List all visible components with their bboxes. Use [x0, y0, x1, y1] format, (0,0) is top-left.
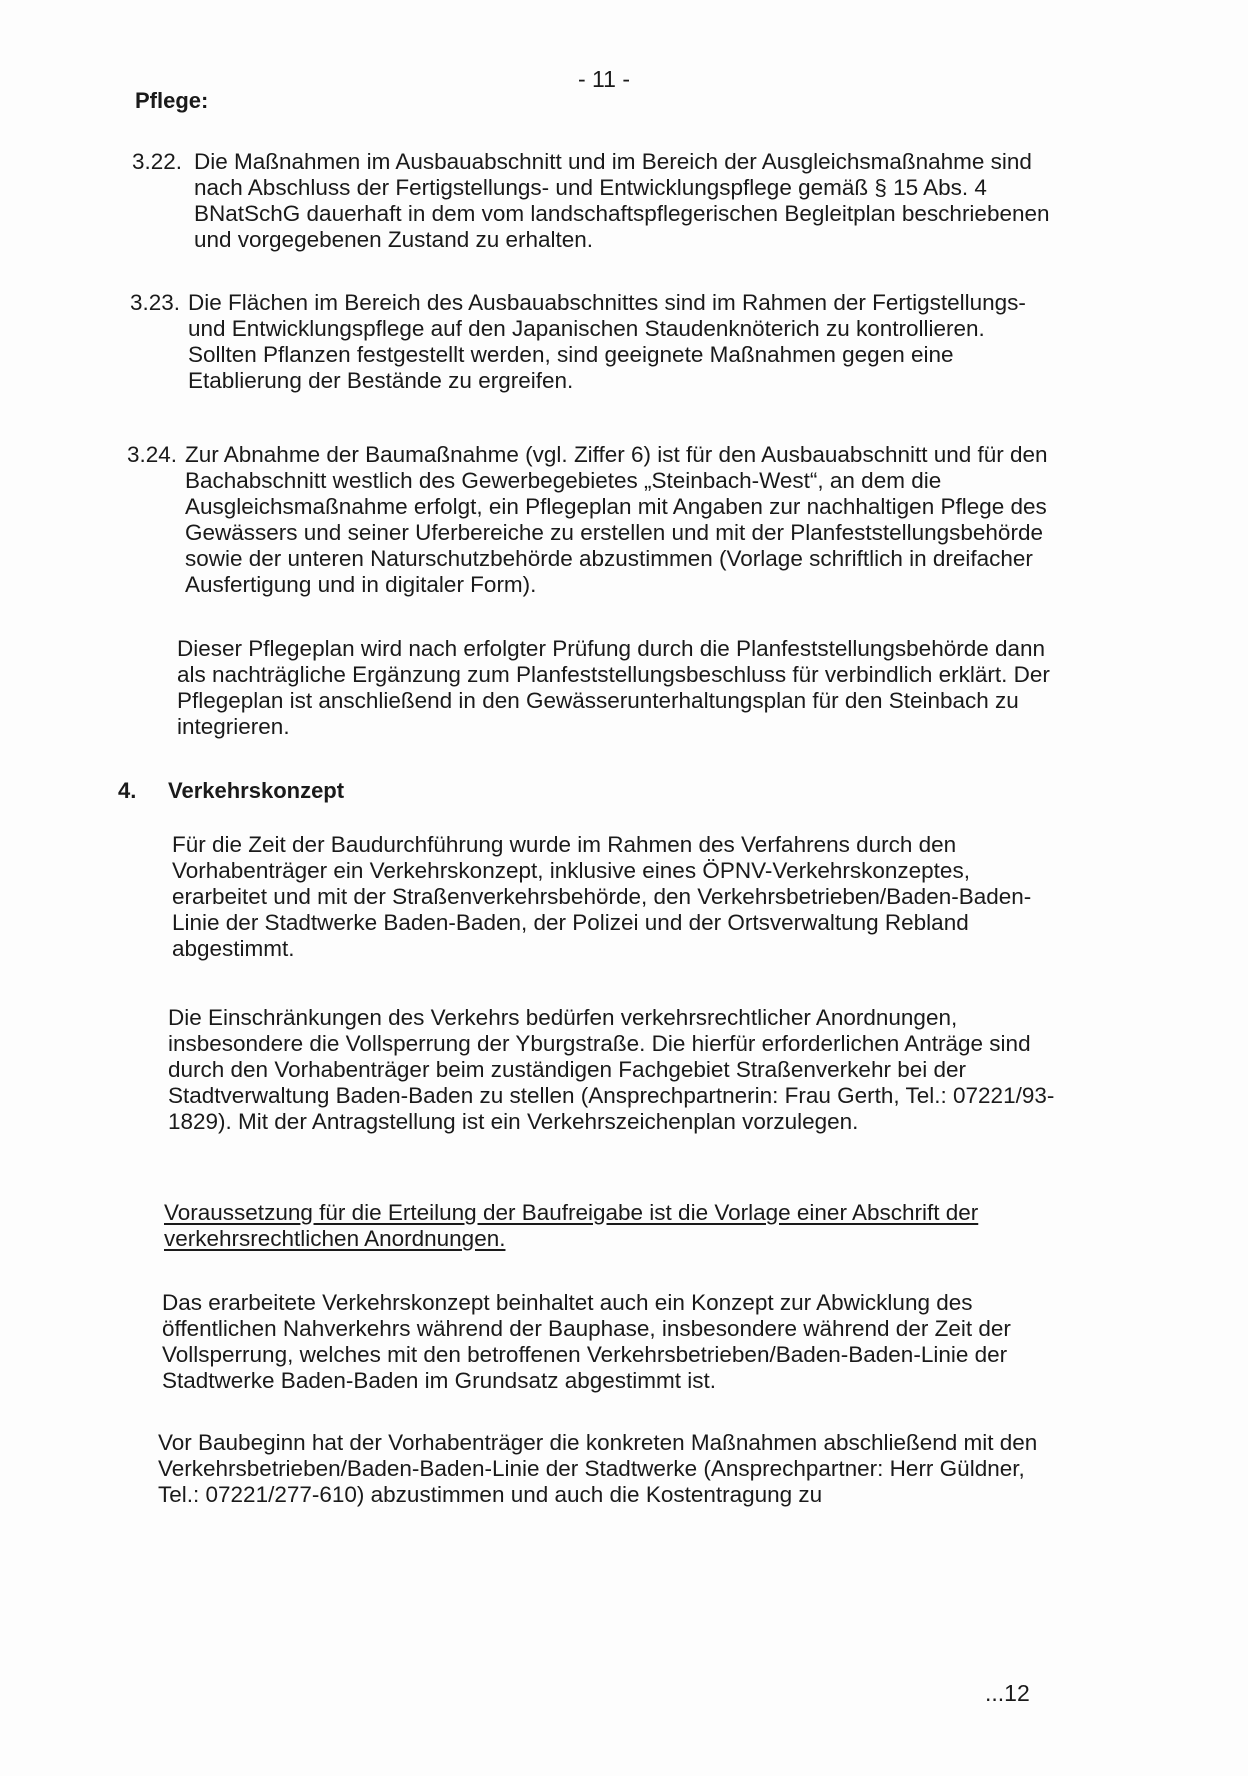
item-text: Die Maßnahmen im Ausbauabschnitt und im Bereich der Ausgleichsmaßnahme sind nach Abschluss der Fertigstellungs- und Entwicklungspflege gemäß § 15 Abs. 4 BNatSchG dauerhaft in dem vom landschaftspflegerischen Begleitplan beschriebenen und vorgegebenen Zustand zu erhalten.: [194, 149, 1050, 252]
section-heading-pflege: Pflege:: [135, 88, 209, 113]
item-3-24-followup: Dieser Pflegeplan wird nach erfolgter Prüfung durch die Planfeststellungsbehörde dann als nachträgliche Ergänzung zum Planfeststellungsbeschluss für verbindlich erklärt. Der Pflegeplan ist anschließend in den Gewässerunterhaltungsplan für den Steinbach zu integrieren.: [177, 636, 1050, 739]
section-title: Verkehrskonzept: [168, 778, 345, 803]
paragraph: Vor Baubeginn hat der Vorhabenträger die konkreten Maßnahmen abschließend mit den Verkehrsbetrieben/Baden-Baden-Linie der Stadtwerke (Ansprechpartner: Herr Güldner, Tel.: 07221/277-610) abzustimmen und auch die Kostentragung zu: [158, 1430, 1038, 1507]
item-3-23: [130, 290, 1050, 394]
continuation-marker: ...12: [985, 1680, 1030, 1706]
item-text: Zur Abnahme der Baumaßnahme (vgl. Ziffer 6) ist für den Ausbauabschnitt und für den Bachabschnitt westlich des Gewerbegebietes „Steinbach-West“, an dem die Ausgleichsmaßnahme erfolgt, ein Pflegeplan mit Angaben zur nachhaltigen Pflege des Gewässers und seiner Uferbereiche zu erstellen und mit der Planfeststellungsbehörde sowie der unteren Naturschutzbehörde abzustimmen (Vorlage schriftlich in dreifacher Ausfertigung und in digitaler Form).: [185, 442, 1048, 597]
item-number: 3.24.: [127, 442, 178, 467]
paragraph-requirement: Voraussetzung für die Erteilung der Baufreigabe ist die Vorlage einer Abschrift der verkehrsrechtlichen Anordnungen.: [164, 1200, 979, 1251]
paragraph: Die Einschränkungen des Verkehrs bedürfen verkehrsrechtlicher Anordnungen, insbesondere die Vollsperrung der Yburgstraße. Die hierfür erforderlichen Anträge sind durch den Vorhabenträger beim zuständigen Fachgebiet Straßenverkehr bei der Stadtverwaltung Baden-Baden zu stellen (Ansprechpartnerin: Frau Gerth, Tel.: 07221/93-1829). Mit der Antragstellung ist ein Verkehrszeichenplan vorzulegen.: [168, 1005, 1055, 1134]
item-3-24: [127, 442, 1062, 598]
paragraph: Das erarbeitete Verkehrskonzept beinhaltet auch ein Konzept zur Abwicklung des öffentlichen Nahverkehrs während der Bauphase, insbesondere während der Zeit der Vollsperrung, welches mit den betroffenen Verkehrsbetrieben/Baden-Baden-Linie der Stadtwerke Baden-Baden im Grundsatz abgestimmt ist.: [162, 1290, 1011, 1393]
section-number: 4.: [118, 778, 137, 803]
item-text: Die Flächen im Bereich des Ausbauabschnittes sind im Rahmen der Fertigstellungs- und Entwicklungspflege auf den Japanischen Staudenknöterich zu kontrollieren. Sollten Pflanzen festgestellt werden, sind geeignete Maßnahmen gegen eine Etablierung der Bestände zu ergreifen.: [188, 290, 1026, 393]
item-number: 3.22.: [132, 149, 183, 174]
page-number: - 11 -: [578, 66, 630, 92]
paragraph: Für die Zeit der Baudurchführung wurde im Rahmen des Verfahrens durch den Vorhabenträger ein Verkehrskonzept, inklusive eines ÖPNV-Verkehrskonzeptes, erarbeitet und mit der Straßenverkehrsbehörde, den Verkehrsbetrieben/Baden-Baden-Linie der Stadtwerke Baden-Baden, der Polizei und der Ortsverwaltung Rebland abgestimmt.: [172, 832, 1032, 961]
item-3-22: [132, 149, 1052, 253]
item-number: 3.23.: [130, 290, 181, 315]
